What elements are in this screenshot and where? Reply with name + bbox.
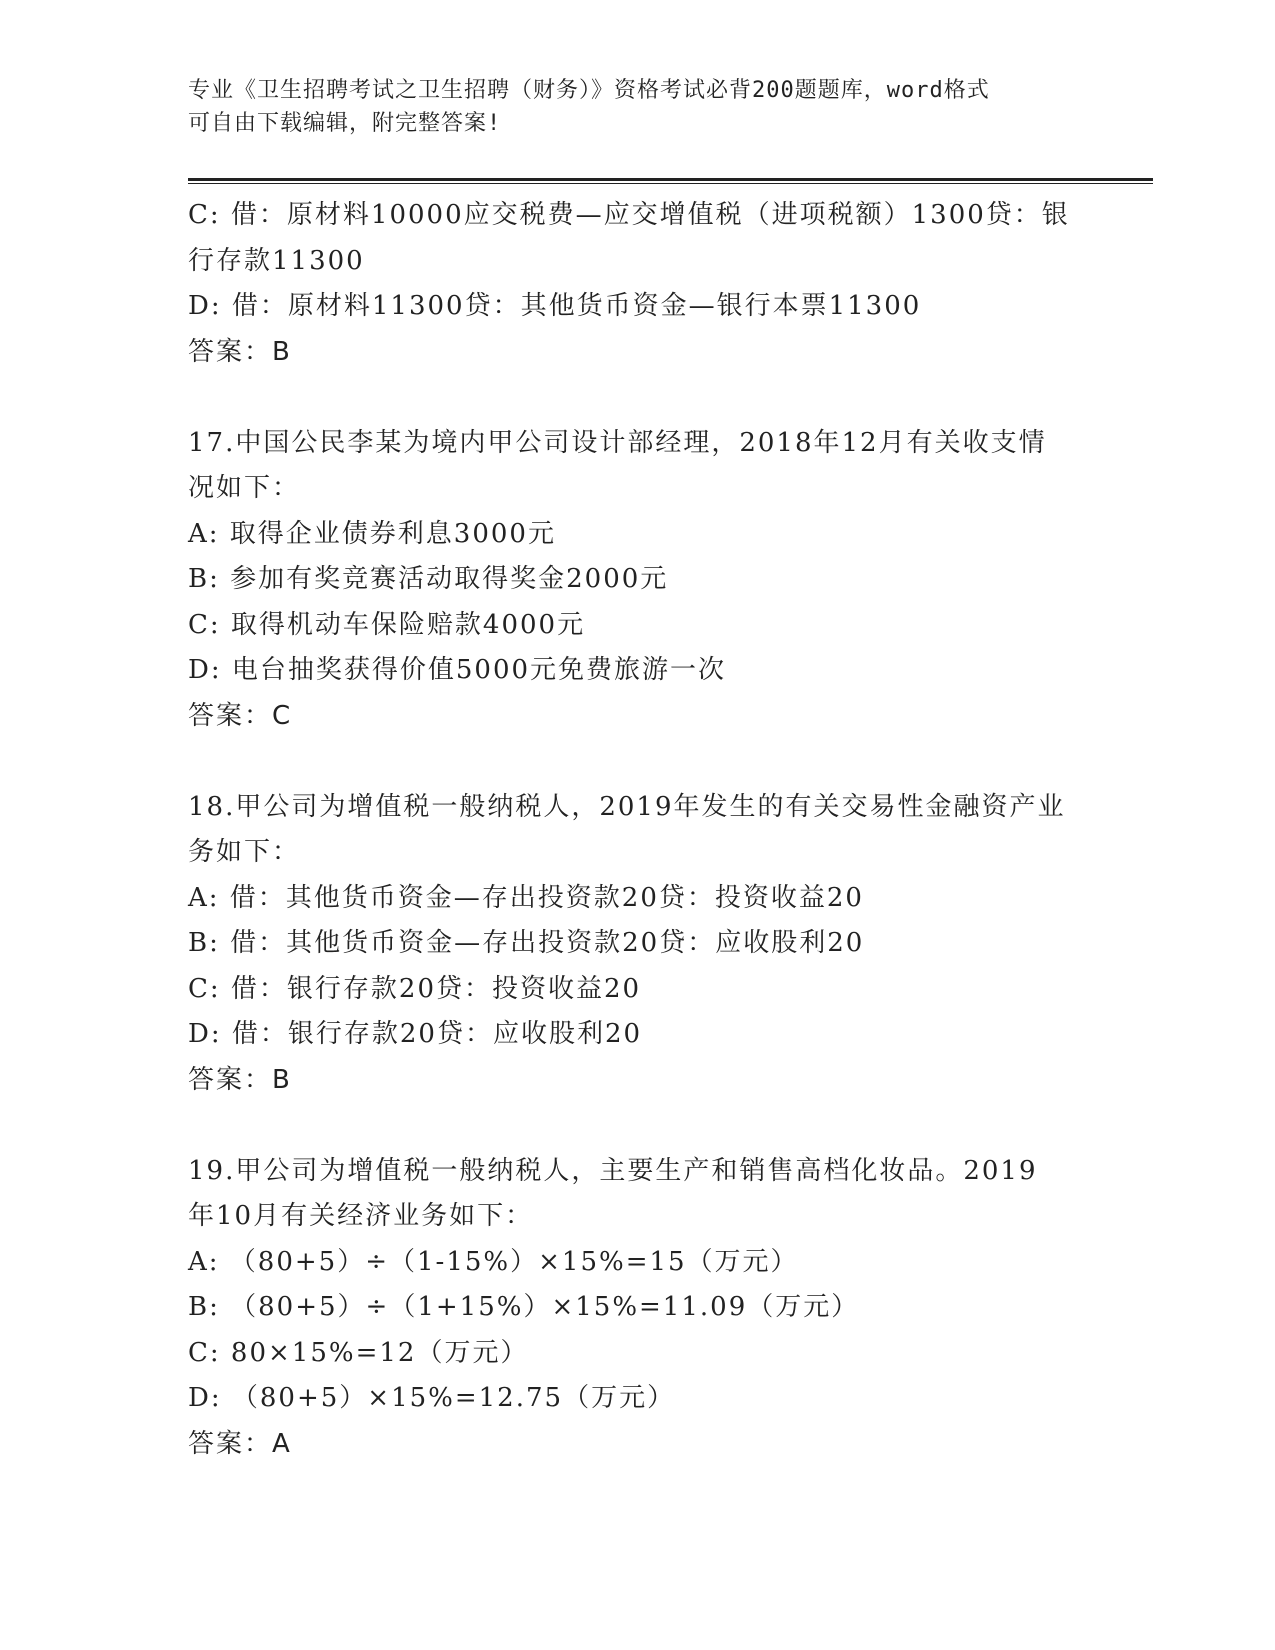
option-c: C: 80×15%=12（万元） xyxy=(188,1337,529,1368)
spacer xyxy=(188,739,1088,785)
question-18 xyxy=(188,785,1088,1104)
option-d: D: 借：原材料11300贷：其他货币资金—银行本票11300 xyxy=(188,291,922,321)
spacer xyxy=(188,375,1088,421)
question-stem-line-1: 19.甲公司为增值税一般纳税人，主要生产和销售高档化妆品。2019 xyxy=(188,1155,1038,1186)
option-b: B: 参加有奖竞赛活动取得奖金2000元 xyxy=(188,564,669,594)
answer: 答案：C xyxy=(188,700,293,731)
option-c: C: 取得机动车保险赔款4000元 xyxy=(188,609,586,640)
answer: 答案：A xyxy=(188,1428,292,1459)
header-divider-thin xyxy=(188,183,1153,184)
header-line-2: 可自由下载编辑，附完整答案! xyxy=(188,111,502,136)
option-b: B: （80+5）÷（1+15%）×15%=11.09（万元） xyxy=(188,1292,860,1322)
option-d: D: 电台抽奖获得价值5000元免费旅游一次 xyxy=(188,655,727,685)
answer: 答案：B xyxy=(188,1064,292,1095)
question-16-tail xyxy=(188,193,1088,375)
question-stem-line-1: 18.甲公司为增值税一般纳税人，2019年发生的有关交易性金融资产业 xyxy=(188,791,1066,822)
option-a: A: 取得企业债券利息3000元 xyxy=(188,518,556,549)
header-line-1: 专业《卫生招聘考试之卫生招聘（财务）》资格考试必背200题题库，word格式 xyxy=(188,78,990,103)
option-c-line-1: C: 借：原材料10000应交税费—应交增值税（进项税额）1300贷：银 xyxy=(188,200,1070,230)
answer: 答案：B xyxy=(188,336,292,367)
option-c: C: 借：银行存款20贷：投资收益20 xyxy=(188,973,642,1004)
question-stem-line-2: 务如下： xyxy=(188,837,301,867)
question-stem-line-2: 况如下： xyxy=(188,473,301,503)
header-divider-thick xyxy=(188,178,1153,181)
question-content xyxy=(188,193,1088,1467)
spacer xyxy=(188,1103,1088,1149)
document-header xyxy=(188,74,1088,140)
option-b: B: 借：其他货币资金—存出投资款20贷：应收股利20 xyxy=(188,928,865,958)
question-stem-line-2: 年10月有关经济业务如下： xyxy=(188,1201,534,1231)
option-d: D: 借：银行存款20贷：应收股利20 xyxy=(188,1019,643,1049)
question-stem-line-1: 17.中国公民李某为境内甲公司设计部经理，2018年12月有关收支情 xyxy=(188,427,1047,458)
option-a: A: （80+5）÷（1-15%）×15%=15（万元） xyxy=(188,1246,799,1277)
option-a: A: 借：其他货币资金—存出投资款20贷：投资收益20 xyxy=(188,882,864,913)
option-c-line-2: 行存款11300 xyxy=(188,245,365,276)
question-17 xyxy=(188,421,1088,740)
option-d: D: （80+5）×15%=12.75（万元） xyxy=(188,1383,676,1413)
question-19 xyxy=(188,1149,1088,1468)
